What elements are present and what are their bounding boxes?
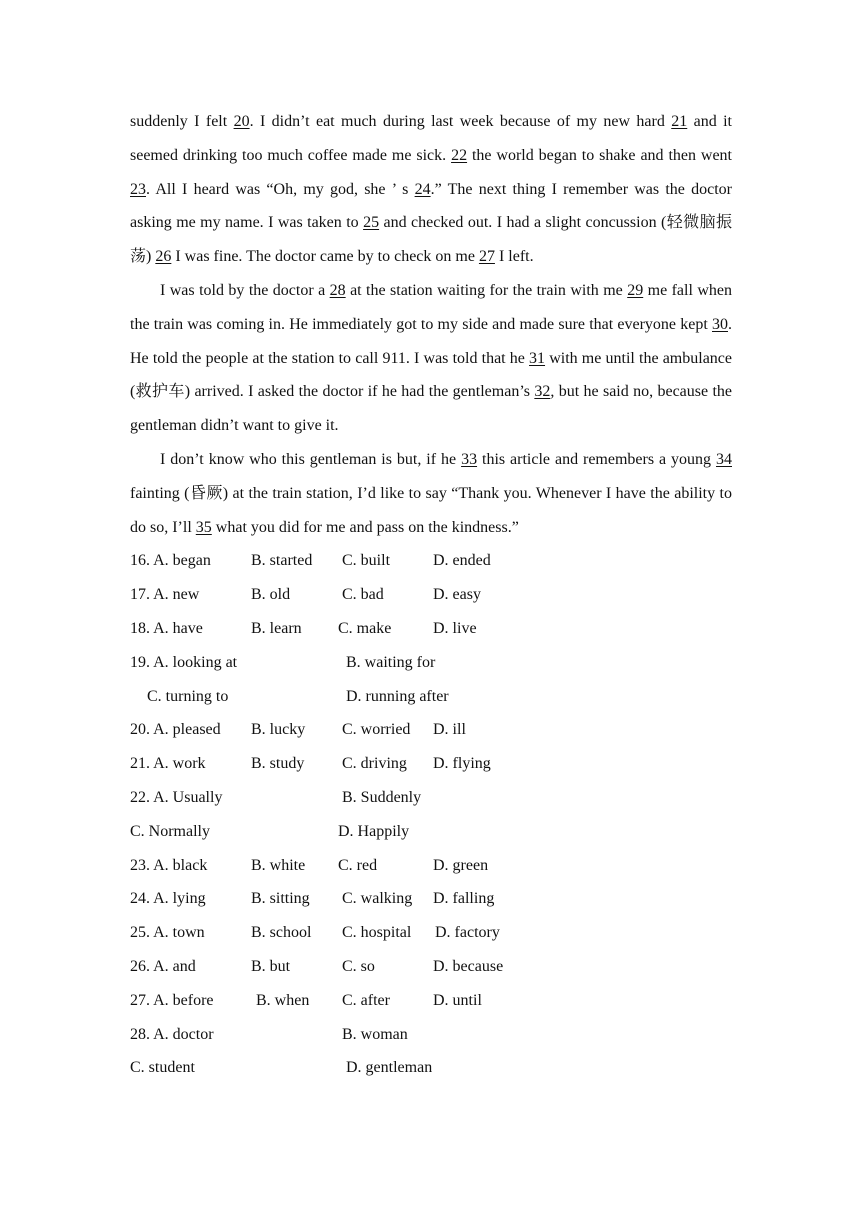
option-choice: D. flying <box>433 755 491 773</box>
blank-number: 29 <box>627 281 644 299</box>
option-choice: D. running after <box>346 687 449 705</box>
option-choice: D. factory <box>435 924 500 942</box>
option-choice: D. green <box>433 856 489 874</box>
passage-text: I was told by the doctor a <box>160 281 330 299</box>
option-choice: 23. A. black <box>130 856 208 874</box>
option-choice: C. walking <box>342 890 413 908</box>
option-choice: D. falling <box>433 890 495 908</box>
passage-text: I left. <box>494 248 534 266</box>
blank-number: 30 <box>712 315 728 333</box>
blank-number: 27 <box>478 248 495 266</box>
option-line <box>130 1051 732 1085</box>
option-choice: C. worried <box>342 721 411 739</box>
passage-text: the world began to shake and then went <box>467 146 732 164</box>
option-line <box>130 747 732 781</box>
passage-text: suddenly I felt <box>130 113 234 130</box>
option-choice: D. until <box>433 991 482 1009</box>
option-line <box>130 950 732 984</box>
option-choice: B. learn <box>251 619 302 637</box>
passage-text: at the station waiting for the train with me <box>345 281 628 299</box>
option-choice: B. study <box>251 755 305 773</box>
option-choice: C. bad <box>342 586 384 604</box>
option-choice: D. because <box>433 957 504 975</box>
option-choice: D. live <box>433 619 477 637</box>
option-choice: B. school <box>251 924 312 942</box>
blank-number: 34 <box>716 450 732 468</box>
option-choice: 20. A. pleased <box>130 721 221 739</box>
passage-text: . All I heard was “Oh, my god, she ’ s <box>146 180 415 198</box>
option-choice: 21. A. work <box>130 755 206 773</box>
option-choice: D. ill <box>433 721 466 739</box>
option-line <box>130 646 732 680</box>
passage-text: , but he said no, because the gentleman didn’t want to give it. <box>130 383 733 435</box>
option-choice: B. Suddenly <box>342 788 422 806</box>
passage-paragraph <box>130 443 732 544</box>
passage-text: me fall when the train was coming in. He immediately got to my side and made sure that everyone kept <box>130 281 733 333</box>
passage-paragraph <box>130 105 732 274</box>
option-choice: D. easy <box>433 586 481 604</box>
option-choice: 17. A. new <box>130 586 200 604</box>
option-choice: B. but <box>251 957 291 975</box>
option-line <box>130 984 732 1018</box>
option-choice: D. ended <box>433 552 491 570</box>
option-choice: 22. A. Usually <box>130 788 223 806</box>
passage-text: this article and remembers a young <box>477 450 716 468</box>
option-line <box>130 916 732 950</box>
passage-text: with me until the ambulance (救护车) arrived. I asked the doctor if he had the gentleman’s <box>130 349 733 401</box>
option-choice: C. turning to <box>147 687 229 705</box>
option-choice: B. lucky <box>251 721 306 739</box>
option-line <box>130 680 732 714</box>
option-line <box>130 578 732 612</box>
option-choice: C. hospital <box>342 924 412 942</box>
option-choice: D. gentleman <box>346 1059 433 1077</box>
passage-text: I don’t know who this gentleman is but, if he <box>160 450 462 468</box>
passage-text: what you did for me and pass on the kindness.” <box>211 518 519 536</box>
option-line <box>130 815 732 849</box>
option-line <box>130 544 732 578</box>
passage-text: and it seemed drinking too much coffee made me sick. <box>130 113 733 164</box>
option-choice: C. make <box>338 619 392 637</box>
option-choice: 27. A. before <box>130 991 214 1009</box>
option-choice: C. student <box>130 1059 195 1077</box>
option-choice: 26. A. and <box>130 957 196 975</box>
option-line <box>130 781 732 815</box>
option-choice: B. white <box>251 856 306 874</box>
option-choice: B. when <box>256 991 310 1009</box>
option-choice: D. Happily <box>338 822 410 840</box>
blank-number: 35 <box>195 518 212 536</box>
cloze-section <box>130 105 732 1085</box>
option-choice: C. red <box>338 856 378 874</box>
option-choice: B. sitting <box>251 890 310 908</box>
option-choice: C. built <box>342 552 391 570</box>
blank-number: 24 <box>414 180 431 198</box>
passage-text: fainting (昏厥) at the train station, I’d like to say “Thank you. Whenever I have the ability to do so, I’ll <box>130 484 732 536</box>
blank-number: 26 <box>155 248 172 266</box>
option-choice: 25. A. town <box>130 924 205 942</box>
passage-text: I was fine. The doctor came by to check on me <box>171 248 479 266</box>
option-choice: C. so <box>342 957 375 975</box>
passage-text: .” The next thing I remember was the doctor asking me my name. I was taken to <box>130 180 733 232</box>
option-choice: 18. A. have <box>130 619 203 637</box>
passage-text: and checked out. I had a slight concussion (轻微脑振荡) <box>130 214 733 266</box>
blank-number: 20 <box>233 113 250 130</box>
option-choice: 24. A. lying <box>130 890 206 908</box>
option-choice: C. driving <box>342 755 407 773</box>
option-line <box>130 882 732 916</box>
blank-number: 31 <box>529 349 546 367</box>
option-choice: B. waiting for <box>346 653 436 671</box>
blank-number: 23 <box>130 180 146 198</box>
option-choice: C. Normally <box>130 822 210 840</box>
option-choice: B. old <box>251 586 291 604</box>
blank-number: 28 <box>329 281 346 299</box>
option-line <box>130 1018 732 1052</box>
passage-text: . I didn’t eat much during last week because of my new hard <box>249 113 672 130</box>
option-line <box>130 612 732 646</box>
option-choice: 16. A. began <box>130 552 211 570</box>
option-choice: 28. A. doctor <box>130 1025 214 1043</box>
blank-number: 21 <box>671 113 688 130</box>
passage <box>130 105 732 544</box>
blank-number: 22 <box>451 146 468 164</box>
passage-paragraph <box>130 274 732 443</box>
blank-number: 25 <box>363 214 380 232</box>
option-choice: C. after <box>342 991 390 1009</box>
option-choice: 19. A. looking at <box>130 653 238 671</box>
passage-text: . He told the people at the station to call 911. I was told that he <box>130 315 732 367</box>
blank-number: 33 <box>461 450 478 468</box>
option-line <box>130 849 732 883</box>
option-choice: B. woman <box>342 1025 408 1043</box>
blank-number: 32 <box>534 383 551 401</box>
option-choice: B. started <box>251 552 313 570</box>
answer-options <box>130 544 732 1085</box>
option-line <box>130 713 732 747</box>
